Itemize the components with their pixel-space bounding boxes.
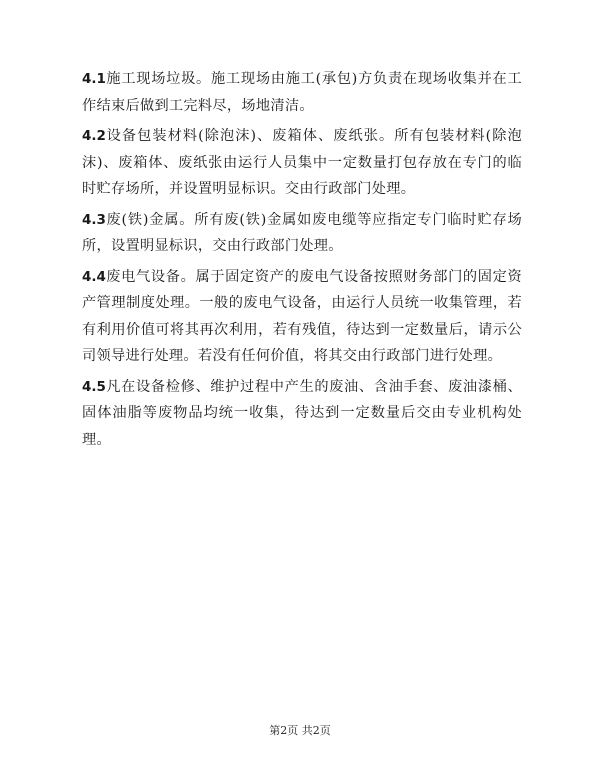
- paragraph-text: 凡在设备检修、维护过程中产生的废油、含油手套、废油漆桶、固体油脂等废物品均统一收集，待达到一定数量后交由专业机构处理。: [82, 378, 522, 448]
- paragraph-number: 4.1: [82, 71, 106, 87]
- paragraph-text: 废电气设备。属于固定资产的废电气设备按照财务部门的固定资产管理制度处理。一般的废电气设备，由运行人员统一收集管理，若有利用价值可将其再次利用，若有残值，待达到一定数量后，请示公司领导进行处理。若没有任何价值，将其交由行政部门进行处理。: [82, 268, 522, 364]
- document-body: [82, 66, 522, 457]
- page-number-footer: 第2页 共2页: [269, 724, 331, 737]
- paragraph-number: 4.4: [82, 268, 106, 285]
- paragraph-4-3: [82, 207, 522, 260]
- paragraph-4-2: [82, 123, 522, 203]
- paragraph-text: 废(铁)金属。所有废(铁)金属如废电缆等应指定专门临时贮存场所，设置明显标识，交由行政部门处理。: [82, 211, 522, 254]
- paragraph-4-4: [82, 264, 522, 370]
- paragraph-number: 4.3: [82, 211, 106, 228]
- paragraph-number: 4.5: [82, 378, 106, 395]
- paragraph-number: 4.2: [82, 128, 106, 144]
- paragraph-text: 施工现场垃圾。施工现场由施工(承包)方负责在现场收集并在工作结束后做到工完料尽，场地清洁。: [82, 71, 522, 114]
- paragraph-4-1: [82, 66, 522, 119]
- paragraph-text: 设备包装材料(除泡沫)、废箱体、废纸张。所有包装材料(除泡沫)、废箱体、废纸张由运行人员集中一定数量打包存放在专门的临时贮存场所，并设置明显标识。交由行政部门处理。: [82, 128, 522, 197]
- paragraph-4-5: [82, 374, 522, 454]
